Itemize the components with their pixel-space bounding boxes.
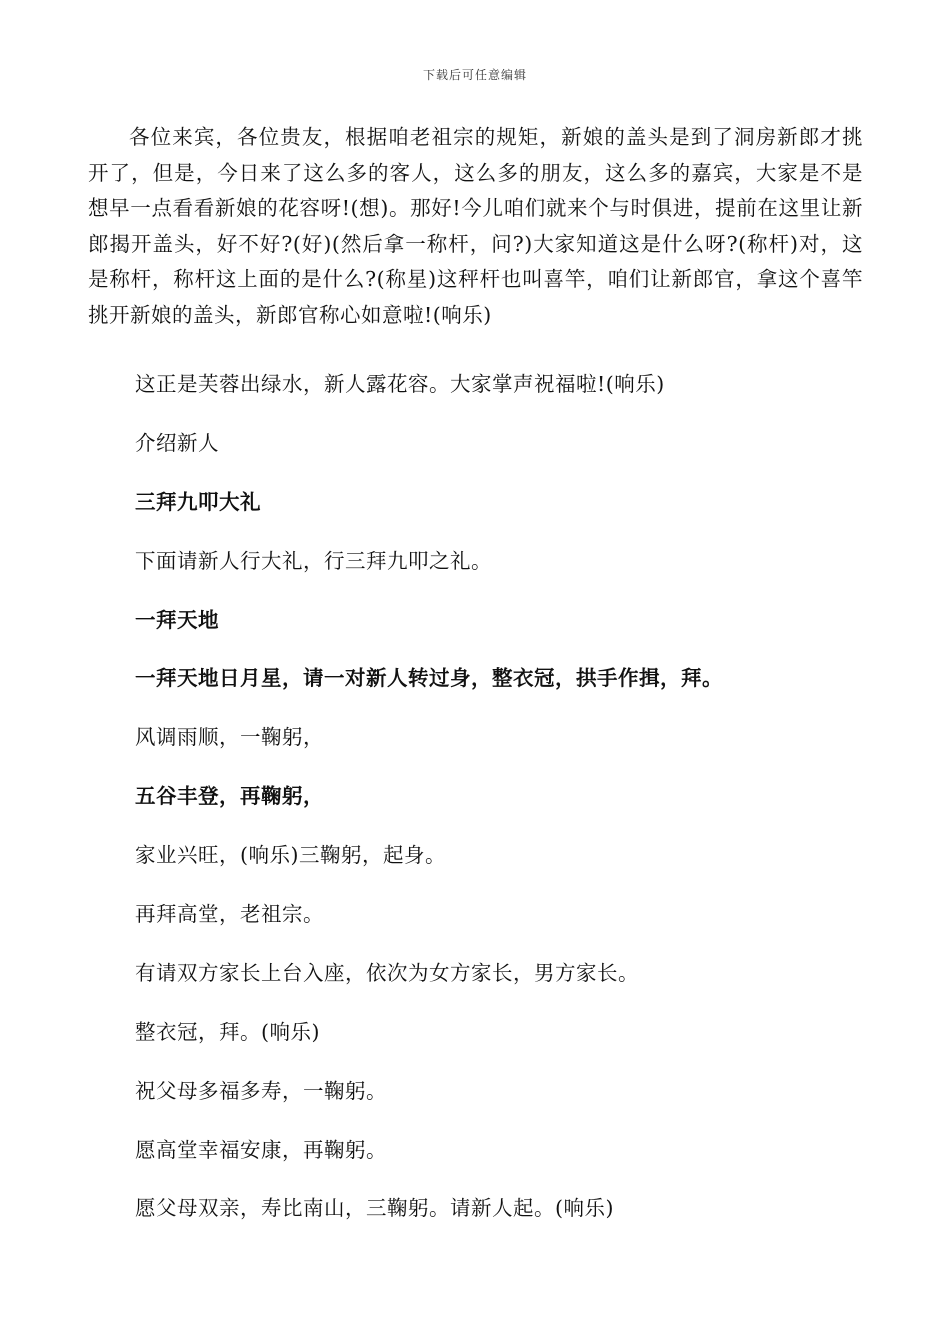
ceremony-line: 介绍新人 (135, 430, 219, 455)
ceremony-line: 下面请新人行大礼，行三拜九叩之礼。 (135, 548, 492, 573)
ceremony-lines (135, 366, 875, 1249)
ceremony-line: 五谷丰登，再鞠躬， (135, 784, 324, 809)
ceremony-line: 有请双方家长上台入座，依次为女方家长，男方家长。 (135, 960, 639, 985)
ceremony-line: 愿父母双亲，寿比南山，三鞠躬。请新人起。(响乐) (135, 1196, 614, 1221)
document-body (88, 120, 863, 333)
section-heading: 三拜九叩大礼 (135, 489, 261, 514)
ceremony-line: 祝父母多福多寿，一鞠躬。 (135, 1078, 387, 1103)
ceremony-line: 风调雨顺，一鞠躬， (135, 725, 324, 750)
ceremony-line: 愿高堂幸福安康，再鞠躬。 (135, 1137, 387, 1162)
ceremony-line: 再拜高堂，老祖宗。 (135, 902, 324, 927)
ceremony-line: 整衣冠，拜。(响乐) (135, 1019, 320, 1044)
section-heading: 一拜天地 (135, 607, 219, 632)
header-note: 下载后可任意编辑 (422, 68, 527, 82)
ceremony-line: 一拜天地日月星，请一对新人转过身，整衣冠，拱手作揖，拜。 (135, 666, 723, 691)
ceremony-line: 家业兴旺，(响乐)三鞠躬，起身。 (135, 843, 446, 868)
ceremony-line: 这正是芙蓉出绿水，新人露花容。大家掌声祝福啦!(响乐) (135, 372, 665, 396)
intro-paragraph: 各位来宾，各位贵友，根据咱老祖宗的规矩，新娘的盖头是到了洞房新郎才挑开了，但是，今日来了这么多的客人，这么多的朋友，这么多的嘉宾，大家是不是想早一点看看新娘的花容呀!(想)。那好!今儿咱们就来个与时俱进，提前在这里让新郎揭开盖头，好不好?(好)(然后拿一称杆，问?)大家知道这是什么呀?(称杆)对，这是称杆，称杆这上面的是什么?(称星)这秤杆也叫喜竿，咱们让新郎官，拿这个喜竿挑开新娘的盖头，新郎官称心如意啦!(响乐) (88, 125, 863, 327)
